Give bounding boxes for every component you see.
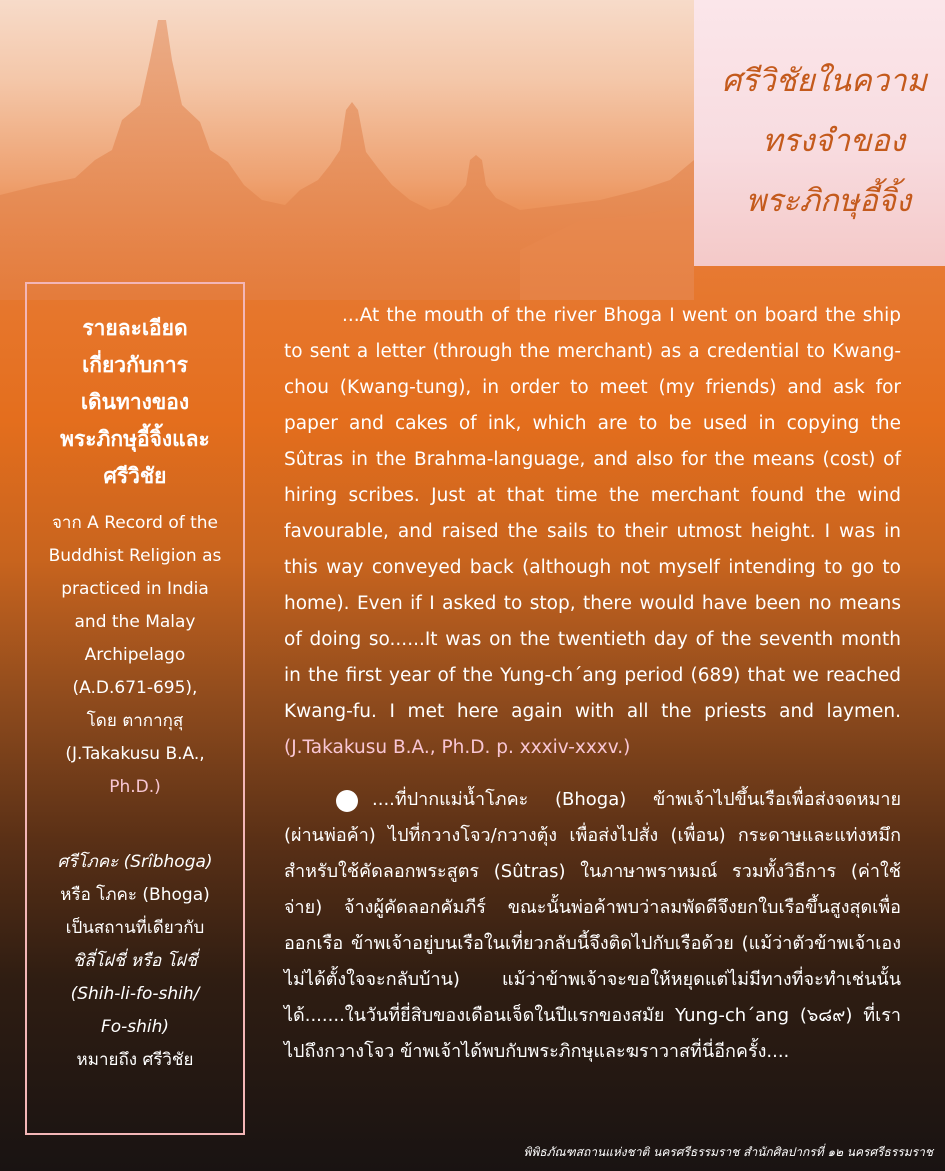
sidebar-source-last: Ph.D.) (109, 777, 161, 797)
thai-translation: ....ที่ปากแม่น้ำโภคะ (Bhoga) ข้าพเจ้าไปขึ้นเรือเพื่อส่งจดหมาย (ผ่านพ่อค้า) ไปที่กวางโจว/กวางตุ้ง เพื่อส่งไปสั่ง (เพื่อน) กระดาษและแท่งหมึกสำหรับใช้คัดลอกพระสูตร (Sûtras) ในภาษาพราหมณ์ รวมทั้งวิธีการ (ค่าใช้จ่าย) จ้างผู้คัดลอกคัมภีร์ ขณะนั้นพ่อค้าพบว่าลมพัดดีจึงยกใบเรือขึ้นสูงสุดเพื่อออกเรือ ข้าพเจ้าอยู่บนเรือในเที่ยวกลับนี้จึงติดไปกับเรือด้วย (แม้ว่าตัวข้าพเจ้าเองไม่ได้ตั้งใจจะกลับบ้าน) แม้ว่าข้าพเจ้าจะขอให้หยุดแต่ไม่มีทางที่จะทำเช่นนั้นได้.......ในวันที่ยี่สิบของเดือนเจ็ดในปีแรกของสมัย Yung-ch´ang (๖๘๙) ที่เราไปถึงกวางโจว ข้าพเจ้าได้พบกับพระภิกษุและฆราวาสที่นี่อีกครั้ง.... (284, 789, 901, 1062)
sidebar-source-line: Buddhist Religion as (48, 546, 222, 566)
sidebar-source-line: (J.Takakusu B.A., (65, 744, 205, 764)
sidebar-heading-line: รายละเอียด (82, 316, 188, 340)
sidebar-heading-line: พระภิกษุอี้จิ้งและ (60, 427, 210, 451)
sidebar-heading-line: เกี่ยวกับการ (82, 353, 188, 377)
sidebar-source-line: practiced in India (61, 579, 209, 599)
sidebar-info-box (25, 282, 245, 1135)
sidebar-source-line: Archipelago (84, 645, 186, 665)
english-passage-text: ...At the mouth of the river Bhoga I went on board the ship to sent a letter (through the merchant) as a credential to Kwang-chou (Kwang-tung), in order to meet (my friends) and ask for paper and cakes of ink, which are to be used in copying the Sûtras in the Brahma-language, and also for the means (cost) of hiring scribes. Just at that time the merchant found the wind favourable, and raised the sails to their utmost height. I was in this way conveyed back (although not myself intending to go to home). Even if I asked to stop, there would have been no means of doing so......It was on the twentieth day of the seventh month in the first year of the Yung-ch´ang period (689) that we reached Kwang-fu. I met here again with all the priests and laymen. (284, 305, 901, 722)
page-title-line-1: ศรีวิชัยในความ (721, 63, 927, 99)
footer-credit: พิพิธภัณฑสถานแห่งชาติ นครศรีธรรมราช สำนักศิลปากรที่ ๑๒ นครศรีธรรมราช (523, 1145, 933, 1159)
sidebar-note-line: ศรีโภคะ (Srîbhoga) (57, 852, 213, 872)
sidebar-note-line: เป็นสถานที่เดียวกับ (65, 918, 205, 938)
title-panel (694, 0, 945, 266)
sidebar-note-line: Fo-shih) (100, 1017, 170, 1037)
english-passage (284, 298, 901, 766)
sidebar-source-line: โดย ตากากุสุ (86, 711, 184, 731)
sidebar-source-line: (A.D.671-695), (72, 678, 198, 698)
sidebar-heading (39, 310, 231, 495)
sidebar-note-line: หมายถึง ศรีวิชัย (76, 1050, 194, 1070)
sidebar-note-line: ชิลี่โฝชี่ หรือ โฝชี่ (72, 951, 198, 971)
sidebar-heading-line: ศรีวิชัย (103, 464, 167, 488)
english-citation: (J.Takakusu B.A., Ph.D. p. xxxiv-xxxv.) (284, 737, 631, 758)
sidebar-source-line: and the Malay (74, 612, 196, 632)
sidebar-note-line: หรือ โภคะ (Bhoga) (60, 885, 210, 905)
page-title-line-2: ทรงจำของ (762, 123, 905, 159)
sidebar-source (39, 507, 231, 1077)
sidebar-source-line: จาก A Record of the (51, 513, 219, 533)
sidebar-note-line: (Shih-li-fo-shih/ (70, 984, 200, 1004)
sidebar-spacer (39, 804, 231, 846)
page-title-line-3: พระภิกษุอี้จิ้ง (745, 183, 911, 219)
sidebar-heading-line: เดินทางของ (80, 390, 190, 414)
